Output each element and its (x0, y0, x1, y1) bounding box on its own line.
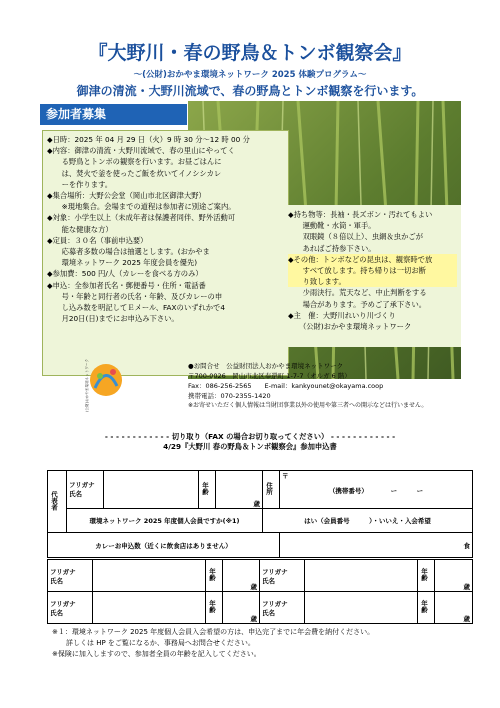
companion-name-field[interactable] (93, 592, 206, 624)
detail-line: ※現地集合。会場までの道程は参加者に別途ご案内。 (47, 202, 236, 212)
age-label (418, 592, 435, 624)
page-subtitle: ～(公財)おかやま環境ネットワーク 2025 体験プログラム～ (133, 70, 367, 80)
rep-address-field[interactable] (280, 471, 473, 509)
cut-line-text: 切り取り（FAX の場合お切り取ってください） (171, 432, 329, 441)
address-text: 住所 (265, 481, 273, 495)
companion-name-field[interactable] (93, 560, 206, 592)
detail-line: 号・年齢と同行者の氏名・年齢、及びカレーの申 (47, 291, 223, 301)
member-question: 環境ネットワーク 2025 年度個人会員ですか(※1) (67, 508, 263, 533)
note-line: ◆その他：トンボなどの昆虫は、観察時で放 (288, 254, 457, 265)
detail-line: 応募者多数の場合は抽選とします。(おかやま (47, 247, 210, 257)
detail-line: ◆対象：小学生以上（未成年者は保護者同伴、野外活動可 (47, 213, 236, 223)
curry-unit: 食 (463, 541, 470, 550)
representative-text: 代表者 (50, 490, 58, 511)
detail-line: ◆定員：３０名（事前申込要） (47, 235, 148, 245)
age-unit: 歳 (463, 615, 470, 623)
companion-name-label (260, 560, 305, 592)
furigana-label: フリガナ (262, 599, 288, 608)
footnote: ※１：環境ネットワーク 2025 年度個人会員入会希望の方は、申込完了までに年会費を納付ください。 (52, 628, 375, 636)
cut-dashes-right: - - - - - - - - - - - - (330, 432, 396, 441)
companion-age-field[interactable] (223, 560, 260, 592)
age-text: 年齢 (208, 600, 216, 613)
companion-age-field[interactable] (223, 592, 260, 624)
name-label: 氏名 (262, 576, 275, 585)
detail-line: 月20日(日)までにお申込み下さい。 (47, 314, 179, 324)
name-label: 氏名 (262, 608, 275, 617)
representative-label (48, 471, 67, 533)
curry-count-field[interactable] (280, 533, 473, 558)
page-title: 『大野川・春の野鳥＆トンボ観察会』 (88, 42, 412, 64)
detail-line: ◆日時：2025 年 04 月 29 日（火）9 時 30 分～12 時 00 分 (47, 135, 250, 144)
contact-fax-email: Fax：086-256-2565 E-mail：kankyounet@okayama.coop (188, 382, 384, 390)
form-title: 4/29『大野川 春の野鳥＆トンボ観察会』参加申込書 (163, 442, 337, 451)
age-label (418, 560, 435, 592)
footnotes (52, 627, 472, 660)
event-details-box (42, 130, 289, 376)
contact-info (188, 361, 478, 411)
notes-box (284, 205, 461, 347)
detail-line: は、焚火で釜を使ったご飯を炊いてイノシシカレ (47, 168, 222, 178)
detail-line: 環境ネットワーク 2025 年度会員を優先) (47, 258, 198, 268)
detail-line: ◆参加費：500 円/人（カレーを食べる方のみ） (47, 269, 203, 279)
age-text: 年齢 (201, 481, 209, 495)
companion-name-label (48, 592, 93, 624)
svg-text:(公財)おかやま環境ネットワーク: (公財)おかやま環境ネットワーク (85, 358, 89, 412)
section-header: 参加者募集 (40, 104, 187, 125)
age-label (199, 471, 216, 509)
detail-line: 能な健康な方） (47, 224, 113, 234)
contact-org: ●お問合せ 公益財団法人おかやま環境ネットワーク (188, 362, 344, 370)
detail-line: る野鳥とトンボの観察を行います。お昼ごはんに (47, 157, 222, 167)
companion-age-field[interactable] (435, 560, 473, 592)
note-line: り致します。 (288, 276, 457, 287)
note-line: 双眼鏡（８倍以上）、虫網＆虫かごが (288, 232, 423, 242)
cut-dashes-left: - - - - - - - - - - - - (104, 432, 172, 441)
furigana-label: フリガナ (50, 599, 76, 608)
rep-name-field[interactable] (104, 471, 199, 509)
footnote: ※保険に加入しますので、参加者全員の年齢を記入してください。 (52, 650, 261, 658)
detail-line: ◆集合場所：大野公会堂（岡山市北区御津大野） (47, 191, 206, 201)
detail-line: ーを作ります。 (47, 179, 113, 189)
companion-name-field[interactable] (305, 560, 418, 592)
footnote: 詳しくは HP をご覧になるか、事務局へお問合せください。 (52, 639, 255, 647)
companion-name-field[interactable] (305, 592, 418, 624)
age-unit: 歳 (250, 615, 257, 623)
representative-form (47, 470, 473, 558)
privacy-note: ※お寄せいただく個人情報は当財団事業以外の使用や第三者への開示などは行いません。 (188, 402, 428, 409)
age-label (206, 592, 223, 624)
age-unit: 歳 (463, 583, 470, 591)
companion-name-label (260, 592, 305, 624)
note-line: 少雨決行。荒天など、中止判断をする (288, 288, 427, 298)
companion-form (47, 559, 473, 624)
furigana-name-label (67, 471, 104, 509)
detail-line: ◆申込：全参加者氏名・郵便番号・住所・電話番 (47, 280, 206, 290)
contact-address: 〒700-0026 岡山市北区奉還町 1-7-7（オルガ 6 階） (188, 372, 351, 380)
rep-age-field[interactable] (216, 471, 263, 509)
organization-logo (85, 358, 127, 418)
cut-line (80, 432, 420, 442)
furigana-label: フリガナ (50, 567, 76, 576)
contact-mobile: 携帯電話：070-2355-1420 (188, 392, 271, 400)
age-text: 年齢 (420, 568, 428, 581)
note-line: すべて放します。持ち帰りは一切お断 (288, 265, 457, 276)
companion-age-field[interactable] (435, 592, 473, 624)
name-label: 氏名 (69, 490, 82, 499)
curry-label: カレーお申込数（近くに飲食店はありません） (48, 533, 280, 558)
age-unit: 歳 (250, 583, 257, 591)
postal-mark: 〒 (282, 472, 289, 480)
note-line: ◆主 催：大野川れいり川づくり (288, 310, 396, 320)
companion-name-label (48, 560, 93, 592)
note-line: 場合があります。予めご了承下さい。 (288, 299, 427, 309)
note-line: （公財)おかやま環境ネットワーク (288, 322, 412, 332)
age-label (206, 560, 223, 592)
furigana-label: フリガナ (69, 481, 95, 490)
age-text: 年齢 (208, 568, 216, 581)
member-answer[interactable]: はい（会員番号 ）・いいえ・入会希望 (263, 508, 473, 533)
note-line: ◆持ち物等：長袖・長ズボン・汚れてもよい (288, 210, 433, 219)
name-label: 氏名 (50, 608, 63, 617)
address-label (263, 471, 280, 509)
note-line: あればご持参下さい。 (288, 243, 376, 253)
note-line: 運動靴・水筒・軍手。 (288, 221, 376, 231)
age-unit: 歳 (253, 499, 260, 508)
phone-field-label: （携帯番号） ー ー (328, 487, 424, 495)
lead-text: 御津の清流・大野川流域で、春の野鳥とトンボ観察を行います。 (76, 84, 424, 98)
detail-line: ◆内容：御津の清流・大野川流域で、春の里山にやってく (47, 146, 235, 156)
name-label: 氏名 (50, 576, 63, 585)
detail-line: し込み数を明記してＥメール、FAXのいずれかで4 (47, 303, 225, 313)
furigana-label: フリガナ (262, 567, 288, 576)
age-text: 年齢 (420, 600, 428, 613)
